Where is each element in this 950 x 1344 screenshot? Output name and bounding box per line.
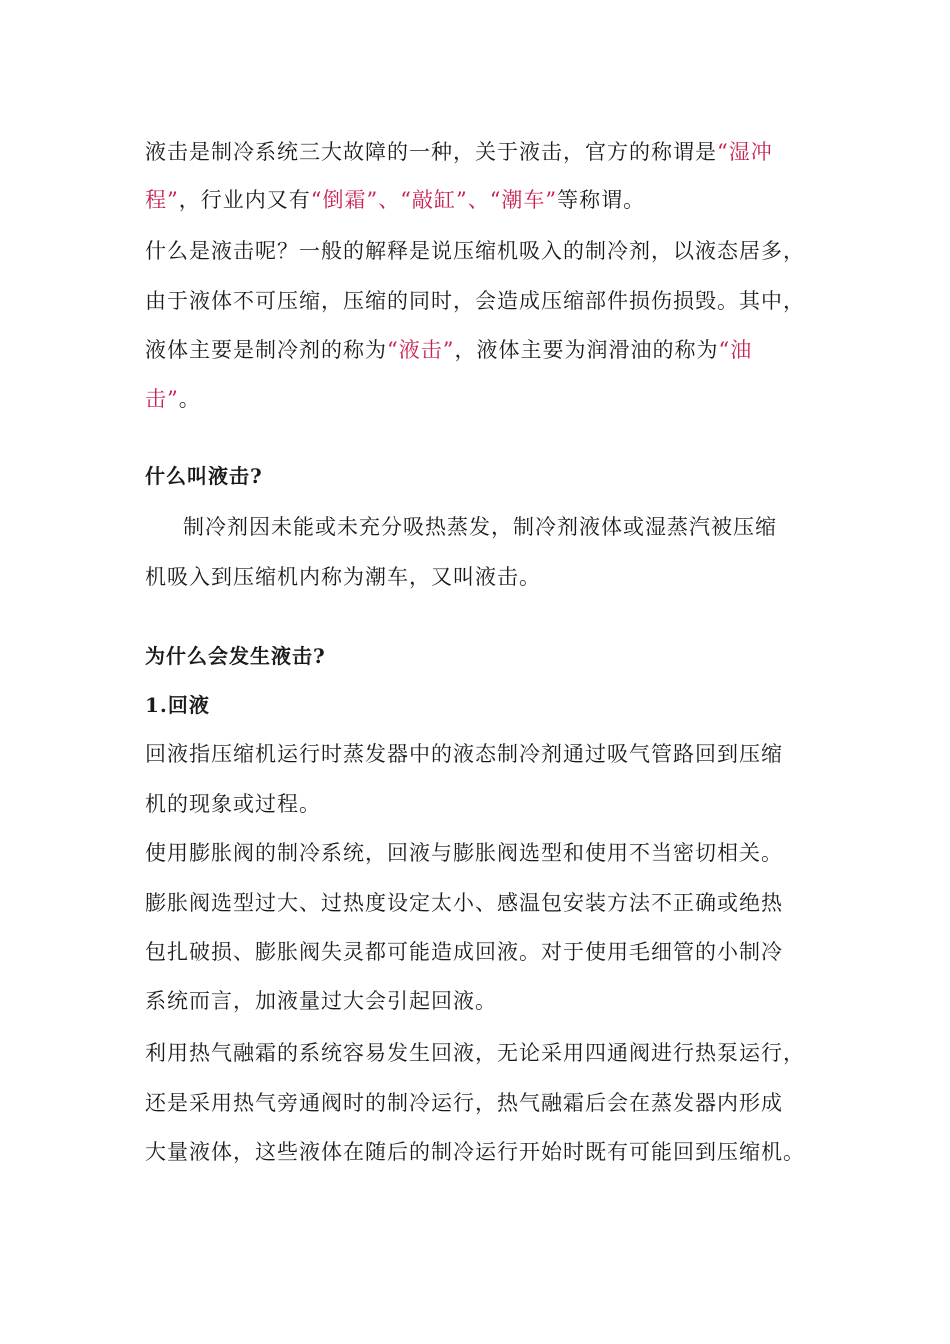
intro-text: 液击是制冷系统三大故障的一种，关于液击，官方的称谓是 bbox=[145, 140, 717, 164]
highlight-term: “倒霜”、“敲缸”、“潮车” bbox=[310, 188, 558, 212]
section2-p3-line-2: 包扎破损、膨胀阀失灵都可能造成回液。对于使用毛细管的小制冷 bbox=[145, 940, 783, 964]
section2-p4-line-2: 还是采用热气旁通阀时的制冷运行，热气融霜后会在蒸发器内形成 bbox=[145, 1091, 783, 1115]
intro-text: 液体主要是制冷剂的称为 bbox=[145, 338, 387, 362]
section2-p4-line-3: 大量液体，这些液体在随后的制冷运行开始时既有可能回到压缩机。 bbox=[145, 1140, 805, 1164]
intro-text: ，行业内又有 bbox=[178, 188, 311, 212]
section2-p4-line-1: 利用热气融霜的系统容易发生回液，无论采用四通阀进行热泵运行， bbox=[145, 1041, 805, 1065]
highlight-term: “油 bbox=[718, 338, 753, 362]
intro-line-1 bbox=[145, 138, 773, 166]
highlight-term: 击” bbox=[145, 387, 179, 411]
highlight-term: “液击” bbox=[387, 338, 455, 362]
intro-line-3: 什么是液击呢？一般的解释是说压缩机吸入的制冷剂，以液态居多， bbox=[145, 239, 805, 263]
intro-line-4: 由于液体不可压缩，压缩的同时，会造成压缩部件损伤损毁。其中， bbox=[145, 289, 805, 313]
highlight-term: 程” bbox=[145, 188, 179, 212]
intro-line-5 bbox=[145, 336, 752, 364]
highlight-term: “湿冲 bbox=[717, 140, 773, 164]
intro-text: ，液体主要为润滑油的称为 bbox=[454, 338, 719, 362]
subheading-liquid-return: 1.回液 bbox=[145, 693, 210, 717]
intro-text: 等称谓。 bbox=[557, 188, 646, 212]
intro-line-6 bbox=[145, 385, 201, 413]
intro-text: 。 bbox=[178, 387, 201, 411]
section1-line-1: 制冷剂因未能或未充分吸热蒸发，制冷剂液体或湿蒸汽被压缩 bbox=[183, 515, 777, 539]
section2-p1-line-2: 机的现象或过程。 bbox=[145, 792, 321, 816]
section2-p2: 使用膨胀阀的制冷系统，回液与膨胀阀选型和使用不当密切相关。 bbox=[145, 841, 783, 865]
section-heading-why-liquid-hammer: 为什么会发生液击? bbox=[145, 644, 326, 668]
intro-line-2 bbox=[145, 186, 645, 214]
section2-p3-line-3: 系统而言，加液量过大会引起回液。 bbox=[145, 989, 497, 1013]
section2-p3-line-1: 膨胀阀选型过大、过热度设定太小、感温包安装方法不正确或绝热 bbox=[145, 891, 783, 915]
section1-line-2: 机吸入到压缩机内称为潮车，又叫液击。 bbox=[145, 565, 541, 589]
section-heading-what-is-liquid-hammer: 什么叫液击? bbox=[145, 464, 263, 488]
section2-p1-line-1: 回液指压缩机运行时蒸发器中的液态制冷剂通过吸气管路回到压缩 bbox=[145, 742, 783, 766]
